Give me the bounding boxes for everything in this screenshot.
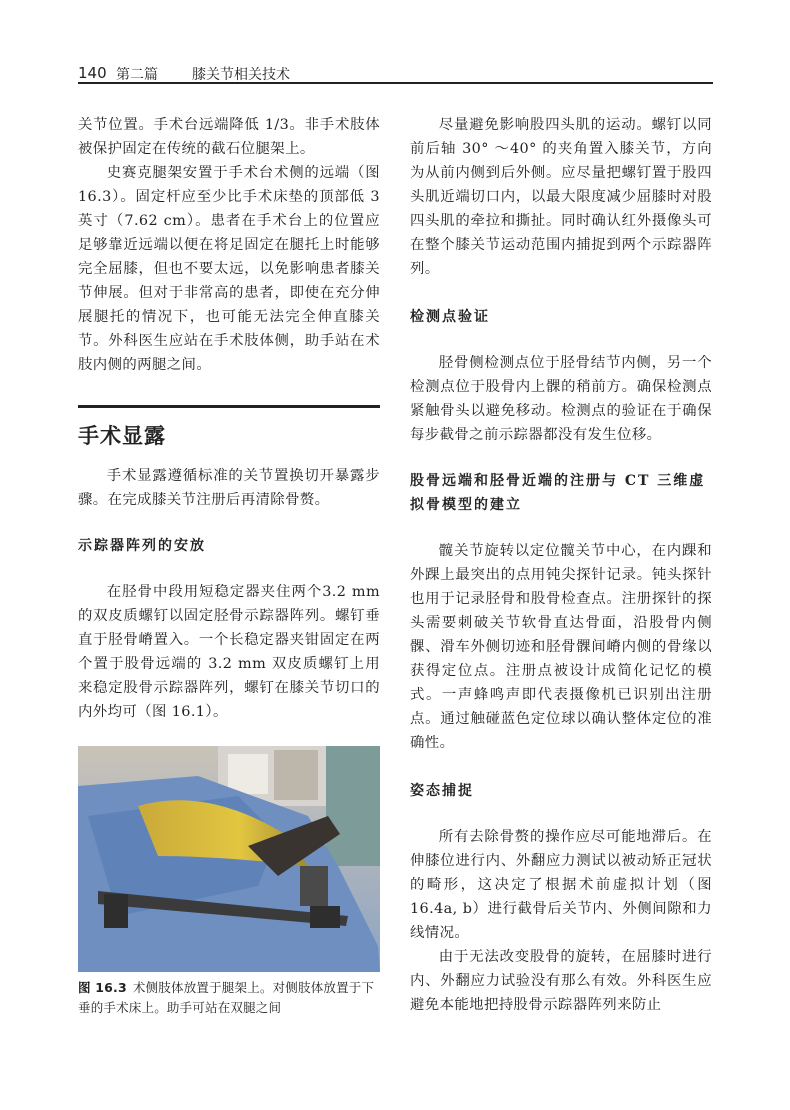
paragraph: 史赛克腿架安置于手术台术侧的远端（图 16.3）。固定杆应至少比手术床垫的顶部低 3 英寸（7.62 cm）。患者在手术台上的位置应足够靠近远端以便在将足固定在腿托上时能够完全屈膝，但也不要太远，以免影响患者膝关节伸展。但对于非常高的患者，即使在充分伸展腿托的情况下，也可能无法完全伸直膝关节。外科医生应站在手术肢体侧，助手站在术肢内侧的两腿之间。 [78, 165, 380, 373]
subsection-title: 股骨远端和胫骨近端的注册与 CT 三维虚拟骨模型的建立 [410, 473, 706, 513]
paragraph: 髋关节旋转以定位髋关节中心，在内踝和外踝上最突出的点用钝尖探针记录。钝头探针也用于记录胫骨和股骨检查点。注册探针的探头需要刺破关节软骨直达骨面，沿股骨内侧髁、滑车外侧切迹和胫骨髁间嵴内侧的骨缘以获得定位点。注册点被设计成简化记忆的模式。一声蜂鸣声即代表摄像机已识别出注册点。通过触碰蓝色定位球以确认整体定位的准确性。 [410, 543, 712, 751]
left-column [78, 113, 380, 1018]
figure-caption-text: 术侧肢体放置于腿架上。对侧肢体放置于下垂的手术床上。助手可站在双腿之间 [78, 980, 375, 1015]
paragraph: 胫骨侧检测点位于胫骨结节内侧，另一个检测点位于股骨内上髁的稍前方。确保检测点紧触骨头以避免移动。检测点的验证在于确保每步截骨之前示踪器都没有发生位移。 [410, 355, 712, 443]
paragraph: 手术显露遵循标准的关节置换切开暴露步骤。在完成膝关节注册后再清除骨赘。 [78, 468, 380, 508]
paragraph: 在胫骨中段用短稳定器夹住两个3.2 mm 的双皮质螺钉以固定胫骨示踪器阵列。螺钉垂直于胫骨嵴置入。一个长稳定器夹钳固定在两个置于股骨远端的 3.2 mm 双皮质螺钉上用来稳定股骨示踪器阵列，螺钉在膝关节切口的内外均可（图 16.1）。 [78, 584, 380, 720]
subsection-title: 姿态捕捉 [410, 783, 474, 799]
header-rule [78, 82, 713, 84]
section-rule [78, 405, 380, 408]
running-header [78, 60, 713, 84]
page-number: 140 [78, 64, 107, 82]
paragraph: 由于无法改变股骨的旋转，在屈膝时进行内、外翻应力试验没有那么有效。外科医生应避免本能地把持股骨示踪器阵列来防止 [410, 949, 712, 1013]
paragraph: 关节位置。手术台远端降低 1/3。非手术肢体被保护固定在传统的截石位腿架上。 [78, 117, 380, 157]
figure-caption [78, 978, 380, 1018]
paragraph: 所有去除骨赘的操作应尽可能地滞后。在伸膝位进行内、外翻应力测试以被动矫正冠状的畸形，这决定了根据术前虚拟计划（图 16.4a, b）进行截骨后关节内、外侧间隙和力线情况。 [410, 829, 712, 941]
right-column [410, 113, 712, 1017]
figure-number: 图 16.3 [78, 980, 127, 995]
section-heading-block [78, 405, 380, 450]
part-label: 第二篇 [116, 67, 158, 83]
paragraph: 尽量避免影响股四头肌的运动。螺钉以同前后轴 30° ～40° 的夹角置入膝关节，方向为从前内侧到后外侧。应尽量把螺钉置于股四头肌近端切口内，以最大限度减少屈膝时对股四头肌的牵拉和撕扯。同时确认红外摄像头可在整个膝关节运动范围内捕捉到两个示踪器阵列。 [410, 117, 712, 277]
subsection-title: 检测点验证 [410, 309, 490, 325]
section-title: 手术显露 [78, 424, 166, 448]
figure-photo [78, 746, 380, 972]
subsection-title: 示踪器阵列的安放 [78, 538, 206, 554]
part-topic: 膝关节相关技术 [192, 67, 290, 83]
surgery-photo [78, 746, 380, 972]
